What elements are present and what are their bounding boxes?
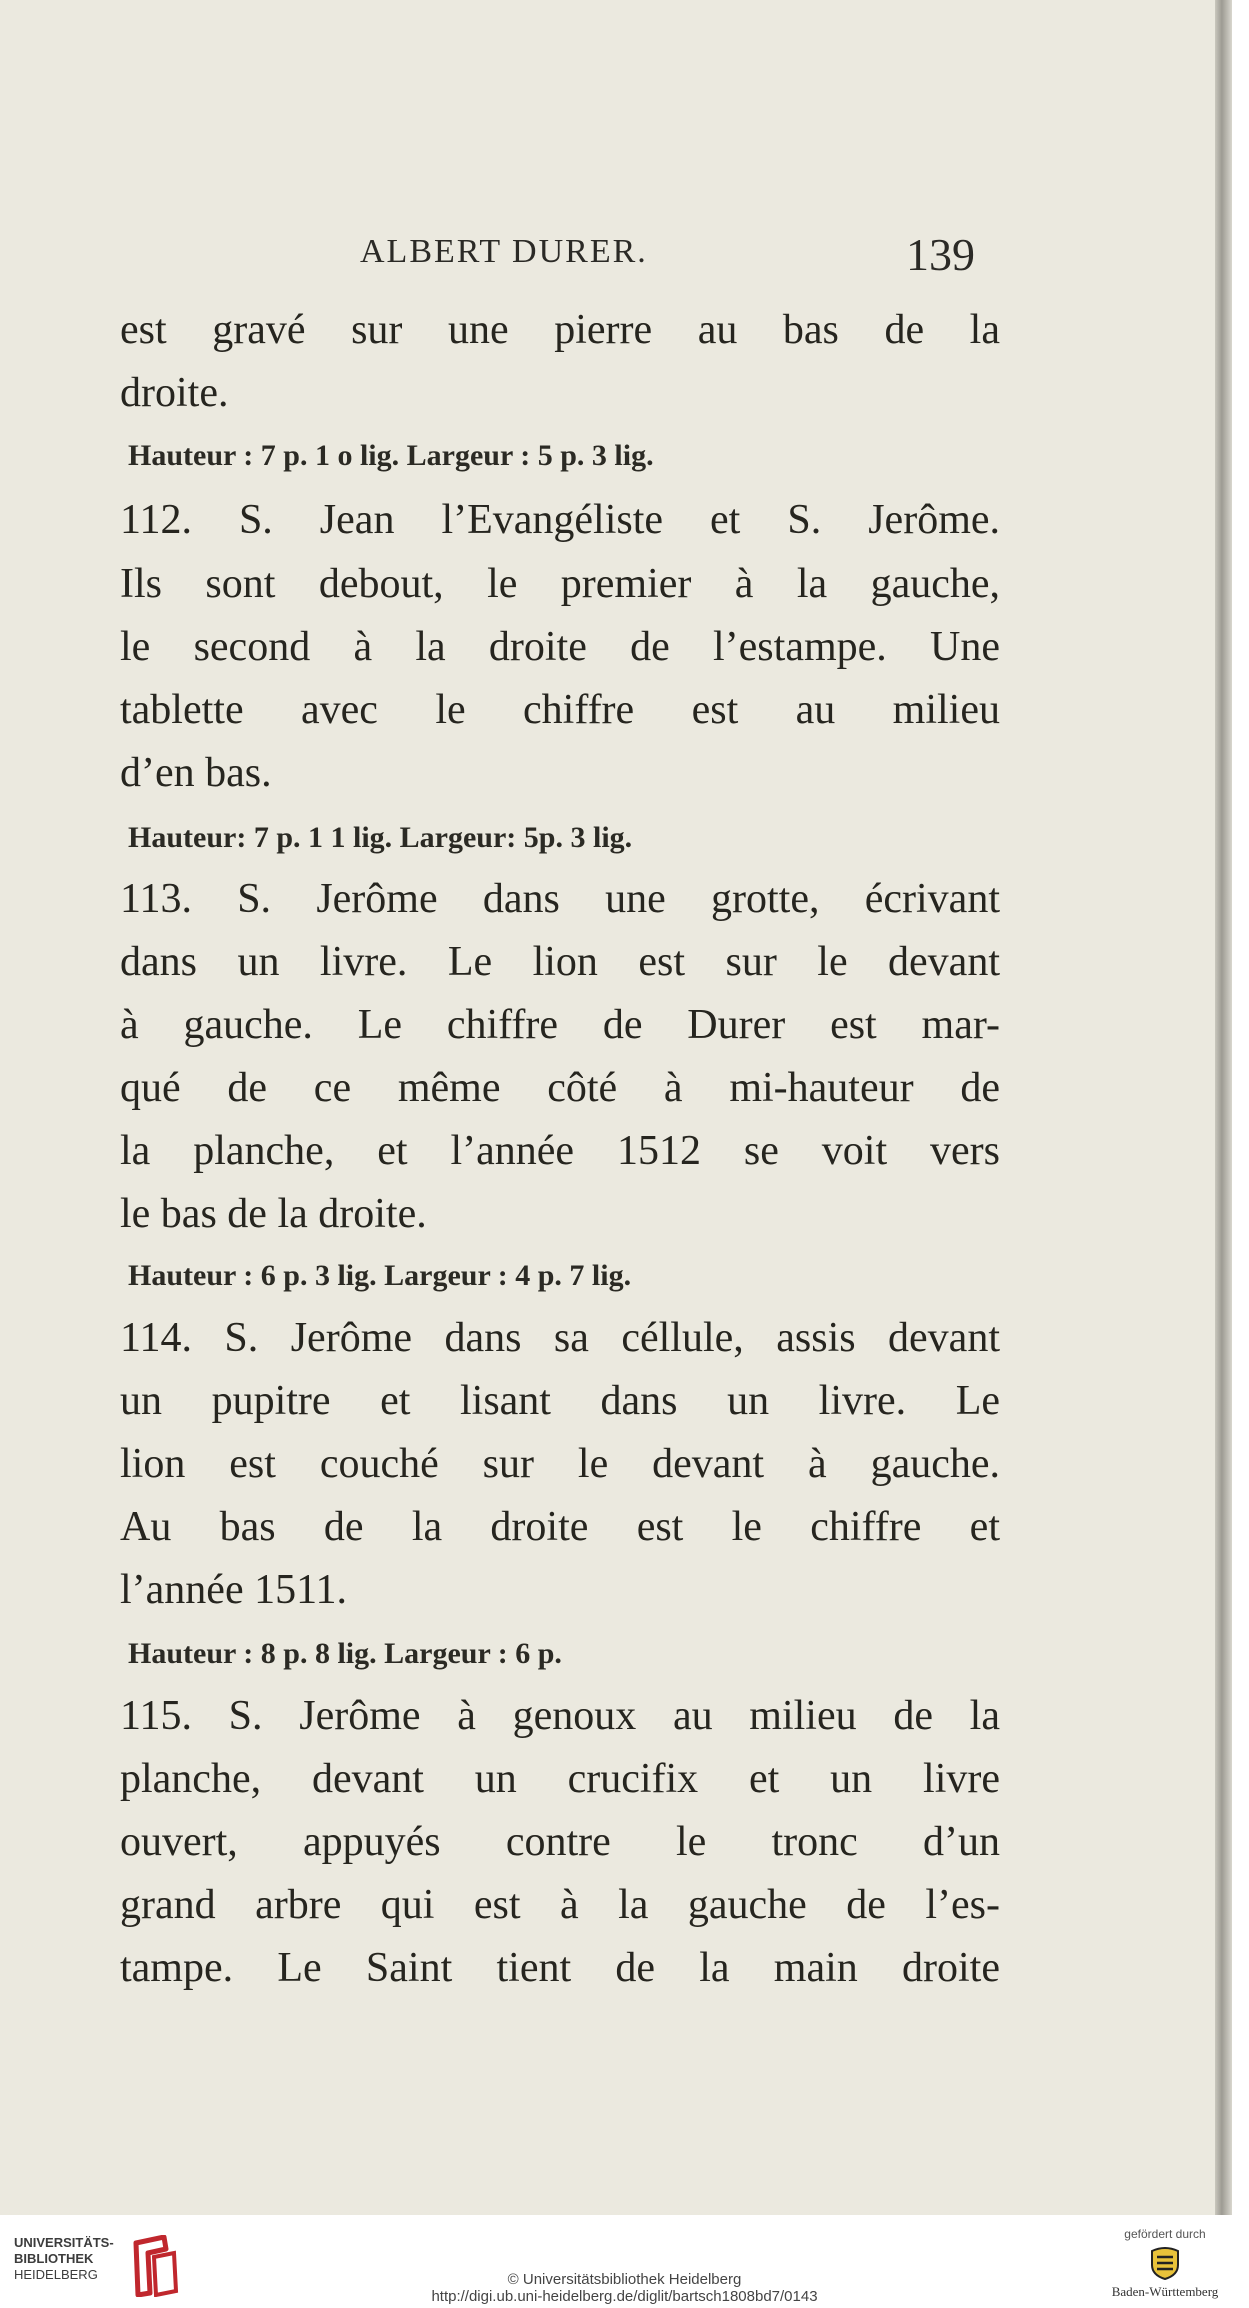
permalink[interactable]: http://digi.ub.uni-heidelberg.de/diglit/bartsch1808bd7/0143 (431, 2288, 818, 2305)
measurements: Hauteur : 7 p. 1 o lig. Largeur : 5 p. 3 lig. (128, 439, 654, 472)
measurements: Hauteur : 8 p. 8 lig. Largeur : 6 p. (128, 1637, 562, 1670)
text-line: dans un livre. Le lion est sur le devant (120, 939, 1000, 985)
text-line: le bas de la droite. (120, 1191, 427, 1237)
copyright-text: © Universitätsbibliothek Heidelberg (507, 2271, 742, 2288)
running-head: ALBERT DURER. (360, 233, 648, 270)
text-line: planche, devant un crucifix et un livre (120, 1756, 1000, 1802)
text-line: grand arbre qui est à la gauche de l’es- (120, 1882, 1000, 1928)
text-line: un pupitre et lisant dans un livre. Le (120, 1378, 1000, 1424)
text-line: la planche, et l’année 1512 se voit vers (120, 1128, 1000, 1174)
measurements: Hauteur: 7 p. 1 1 lig. Largeur: 5p. 3 lig. (128, 821, 633, 854)
text-line: d’en bas. (120, 750, 272, 796)
text-line: ouvert, appuyés contre le tronc d’un (120, 1819, 1000, 1865)
text-line: 115. S. Jerôme à genoux au milieu de la (120, 1693, 1000, 1739)
page-edge (1215, 0, 1232, 2215)
text-line: droite. (120, 370, 229, 416)
page-number: 139 (906, 229, 975, 280)
text-line: Au bas de la droite est le chiffre et (120, 1504, 1000, 1550)
sponsor-label: gefördert durch (1124, 2227, 1206, 2241)
library-name-line: HEIDELBERG (14, 2267, 98, 2282)
text-line: qué de ce même côté à mi-hauteur de (120, 1065, 1000, 1111)
footer-bar (0, 2215, 1249, 2308)
text-line: 114. S. Jerôme dans sa céllule, assis devant (120, 1315, 1000, 1361)
text-line: l’année 1511. (120, 1567, 348, 1613)
state-coat-of-arms-icon (1148, 2245, 1182, 2281)
text-line: à gauche. Le chiffre de Durer est mar- (120, 1002, 1000, 1048)
text-line: 113. S. Jerôme dans une grotte, écrivant (120, 876, 1000, 922)
measurements: Hauteur : 6 p. 3 lig. Largeur : 4 p. 7 lig. (128, 1259, 632, 1292)
text-line: lion est couché sur le devant à gauche. (120, 1441, 1000, 1487)
text-line: le second à la droite de l’estampe. Une (120, 624, 1000, 670)
library-name-line: BIBLIOTHEK (14, 2251, 94, 2266)
text-line: tablette avec le chiffre est au milieu (120, 687, 1000, 733)
text-line: est gravé sur une pierre au bas de la (120, 307, 1000, 353)
text-line: Ils sont debout, le premier à la gauche, (120, 561, 1000, 607)
sponsor-name: Baden-Württemberg (1111, 2284, 1219, 2299)
text-line: tampe. Le Saint tient de la main droite (120, 1945, 1000, 1991)
sponsor-block[interactable] (1095, 2227, 1235, 2307)
library-name-line: UNIVERSITÄTS- (14, 2235, 114, 2250)
copyright-notice (0, 2271, 1249, 2305)
text-line: 112. S. Jean l’Evangéliste et S. Jerôme. (120, 497, 1000, 543)
